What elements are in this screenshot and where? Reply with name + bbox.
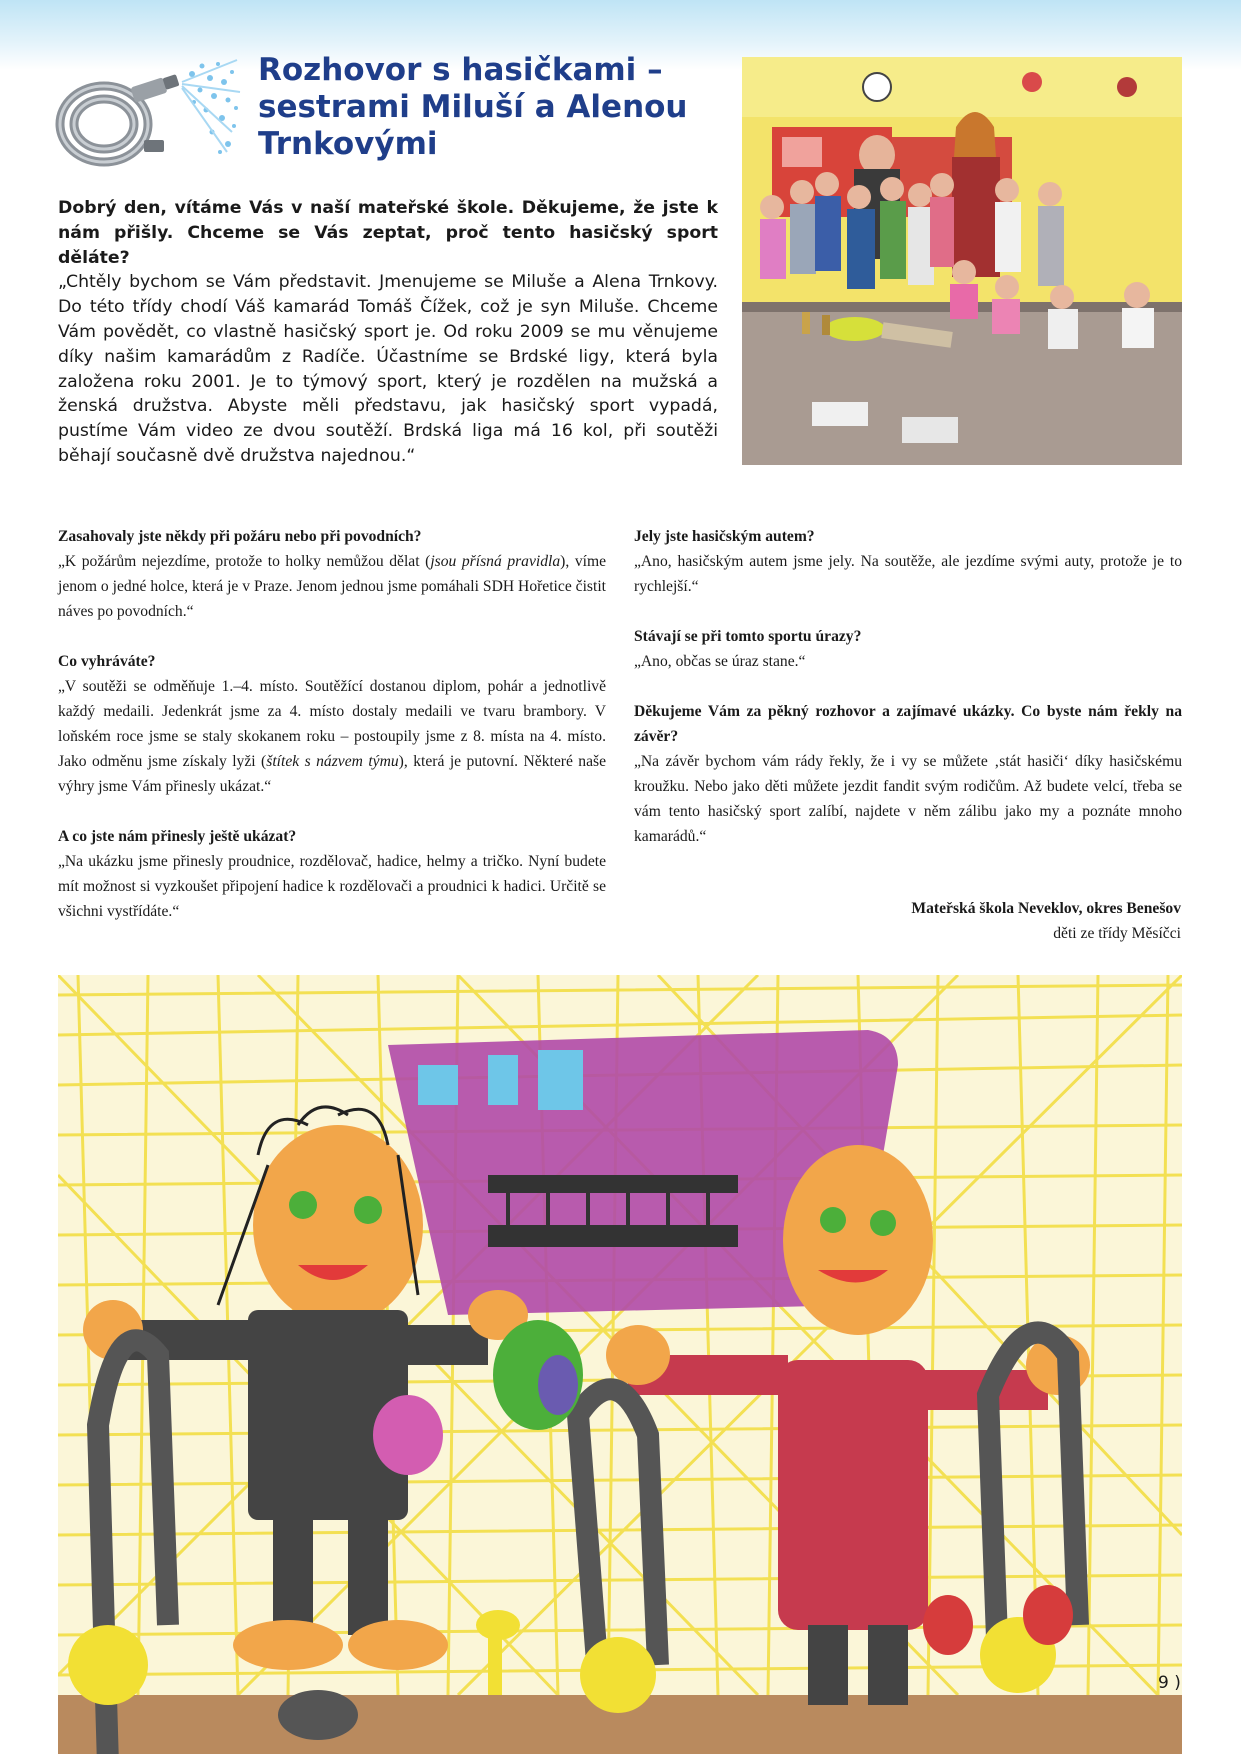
- fire-hose-icon: [52, 52, 242, 180]
- school-name: Mateřská škola Neveklov, okres Benešov: [911, 900, 1181, 917]
- answer-text: „K požárům nejezdíme, protože to holky nemůžou dělat (: [58, 553, 431, 570]
- answer-italic: jsou přísná pravidla: [430, 553, 561, 570]
- title-line: Trnkovými: [258, 126, 438, 162]
- signature: [911, 896, 1181, 946]
- question: Co vyhráváte?: [58, 653, 156, 670]
- article-title: [258, 52, 698, 163]
- answer-text: „Ano, hasičským autem jsme jely. Na soutěže, ale jezdíme svými auty, protože je to rychlejší.“: [634, 553, 1182, 595]
- class-name: děti ze třídy Měsíčci: [1053, 925, 1181, 942]
- answer-text: „Ano, občas se úraz stane.“: [634, 653, 806, 670]
- qa-block: [634, 524, 1182, 599]
- question: Jely jste hasičským autem?: [634, 528, 815, 545]
- answer-text: „Na ukázku jsme přinesly proudnice, rozdělovač, hadice, helmy a tričko. Nyní budete mít možnost si vyzkoušet připojení hadice k rozdělovači a proudnici k hadici. Určitě se všichni vystřídáte.“: [58, 853, 606, 920]
- left-column: [58, 524, 606, 949]
- title-line: Rozhovor s hasičkami –: [258, 52, 663, 88]
- answer-text: ), víme jenom o jedné holce, která je v Praze. Jenom jednou jsme pomáhali SDH Hořetice čistit náves po povodních.“: [58, 553, 607, 620]
- right-column: [634, 524, 1182, 874]
- qa-block: [634, 624, 1182, 674]
- qa-block: [634, 699, 1182, 849]
- intro-section: [58, 196, 718, 469]
- intro-answer: „Chtěly bychom se Vám představit. Jmenujeme se Miluše a Alena Trnkovy. Do této třídy chodí Váš kamarád Tomáš Čížek, což je syn Miluše. Chceme Vám povědět, co vlastně hasičský sport je. Od roku 2009 se mu věnujeme díky našim kamarádům z Radíče. Účastníme se Brdské ligy, která byla založena roku 2001. Je to týmový sport, který je rozdělen na mužská a ženská družstva. Abyste měli představu, jak hasičský sport vypadá, pustíme Vám video ze dvou soutěží. Brdská liga má 16 kol, při soutěži běhají současně dvě družstva najednou.“: [58, 272, 718, 466]
- question: Stávají se při tomto sportu úrazy?: [634, 628, 862, 645]
- page-number: 9 ): [1158, 1673, 1181, 1693]
- childrens-drawing: [58, 975, 1182, 1754]
- question: A co jste nám přinesly ještě ukázat?: [58, 828, 297, 845]
- classroom-photo: [742, 57, 1182, 465]
- answer-text: ), která je putovní. Některé naše výhry jsme Vám přinesly ukázat.“: [58, 753, 607, 795]
- qa-block: [58, 524, 606, 624]
- answer-italic: štítek s názvem týmu: [266, 753, 399, 770]
- qa-block: [58, 649, 606, 799]
- intro-question: Dobrý den, vítáme Vás v naší mateřské škole. Děkujeme, že jste k nám přišly. Chceme se Vás zeptat, proč tento hasičský sport děláte?: [58, 198, 718, 268]
- title-line: sestrami Miluší a Alenou: [258, 89, 688, 125]
- question: Zasahovaly jste někdy při požáru nebo při povodních?: [58, 528, 422, 545]
- answer-text: „Na závěr bychom vám rády řekly, že i vy se můžete ‚stát hasiči‘ díky hasičskému kroužku. Nebo jako děti můžete jezdit fandit svým rodičům. Až budete velcí, třeba se vám tento hasičský sport zalíbí, najdete v něm zálibu jako my a poznáte mnoho kamarádů.“: [634, 753, 1182, 845]
- question: Děkujeme Vám za pěkný rozhovor a zajímavé ukázky. Co byste nám řekly na závěr?: [634, 703, 1182, 745]
- answer-text: „V soutěži se odměňuje 1.–4. místo. Soutěžící dostanou diplom, pohár a jednotlivě každý medaili. Jedenkrát jsme za 4. místo dostaly medaili ve tvaru brambory. V loňském roce jsme se staly skokanem roku – postoupily jsme z 8. místa na 4. místo. Jako odměnu jsme získaly lyži (: [58, 678, 606, 770]
- qa-block: [58, 824, 606, 924]
